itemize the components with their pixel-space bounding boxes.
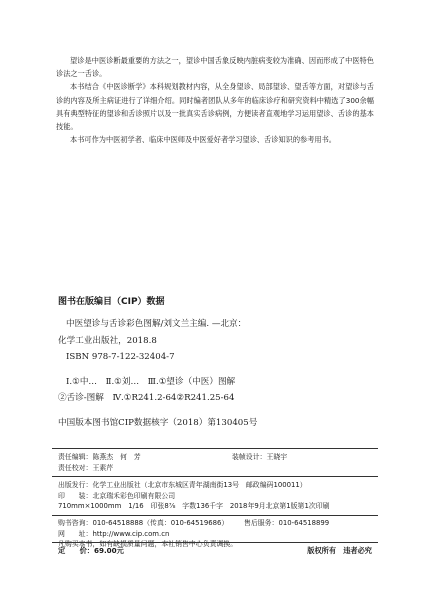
responsible-proofreader: 责任校对：王素芹: [58, 463, 114, 472]
cip-data-block: [58, 316, 378, 431]
cover-designer: 装帧设计：王晓宇: [232, 453, 288, 461]
intro-paragraph-2: 本书结合《中医诊断学》本科规划教材内容，从全身望诊、局部望诊、望舌等方面，对望诊与舌诊的内容及所主病证进行了详细介绍。同时编者团队从多年的临床诊疗和研究资料中精选了300余幅具有典型特征的望诊和舌诊照片以及一批真实舌诊病例，方便读者直观地学习运用望诊、舌诊的基本技能。: [56, 82, 374, 132]
printer-line: 印 装：北京瑞禾彩色印刷有限公司: [58, 491, 176, 500]
after-sales-contact: 售后服务：010-64518899: [244, 519, 330, 527]
format-line: 710mm×1000mm 1/16 印张8⅞ 字数136千字 2018年9月北京第1版第1次印刷: [58, 502, 330, 510]
cip-line-publisher: 化学工业出版社，2018.8: [58, 335, 157, 346]
publisher-block: [58, 480, 376, 512]
cip-line-isbn: ISBN 978-7-122-32404-7: [66, 352, 175, 362]
divider-top: [52, 448, 378, 449]
price-label: 定 价：69.00元: [58, 546, 124, 555]
intro-paragraph-1: 望诊是中医诊断最重要的方法之一，望诊中国舌象反映内脏病变较为准确、因而形成了中医特色诊法之一舌诊。: [56, 56, 374, 79]
divider-middle: [52, 476, 378, 477]
cip-line-classification-1: Ⅰ.①中… Ⅱ.①刘… Ⅲ.①望诊（中医）图解: [66, 376, 236, 387]
divider-lower: [52, 515, 378, 516]
cip-line-classification-2: ②舌诊-图解 Ⅳ.①R241.2-64②R241.25-64: [58, 393, 235, 403]
responsible-editor: 责任编辑：陈燕杰 何 芳: [58, 453, 141, 461]
divider-bottom: [52, 542, 378, 543]
sales-contact: 购书咨询：010-64518888（传真：010-64519686）: [58, 519, 229, 527]
cip-line-record-number: 中国版本图书馆CIP数据核字（2018）第130405号: [58, 417, 258, 428]
book-introduction: [56, 54, 374, 146]
contact-block: [58, 518, 376, 550]
credits-block: [58, 452, 376, 473]
website-line: 网 址：http://www.cip.com.cn: [58, 529, 170, 538]
price-block: [58, 546, 376, 556]
publisher-line: 出版发行：化学工业出版社（北京市东城区青年湖南街13号 邮政编码100011）: [58, 481, 307, 489]
cip-heading: 图书在版编目（CIP）数据: [58, 297, 165, 307]
intro-paragraph-3: 本书可作为中医初学者、临床中医师及中医爱好者学习望诊、舌诊知识的参考用书。: [70, 135, 336, 145]
replacement-notice: 凡购买本书，如有缺损质量问题，本社销售中心负责调换。: [58, 540, 238, 548]
cip-line-title: 中医望诊与舌诊彩色图解/刘文兰主编. —北京：: [66, 319, 247, 329]
rights-notice: 版权所有 违者必究: [307, 546, 372, 555]
